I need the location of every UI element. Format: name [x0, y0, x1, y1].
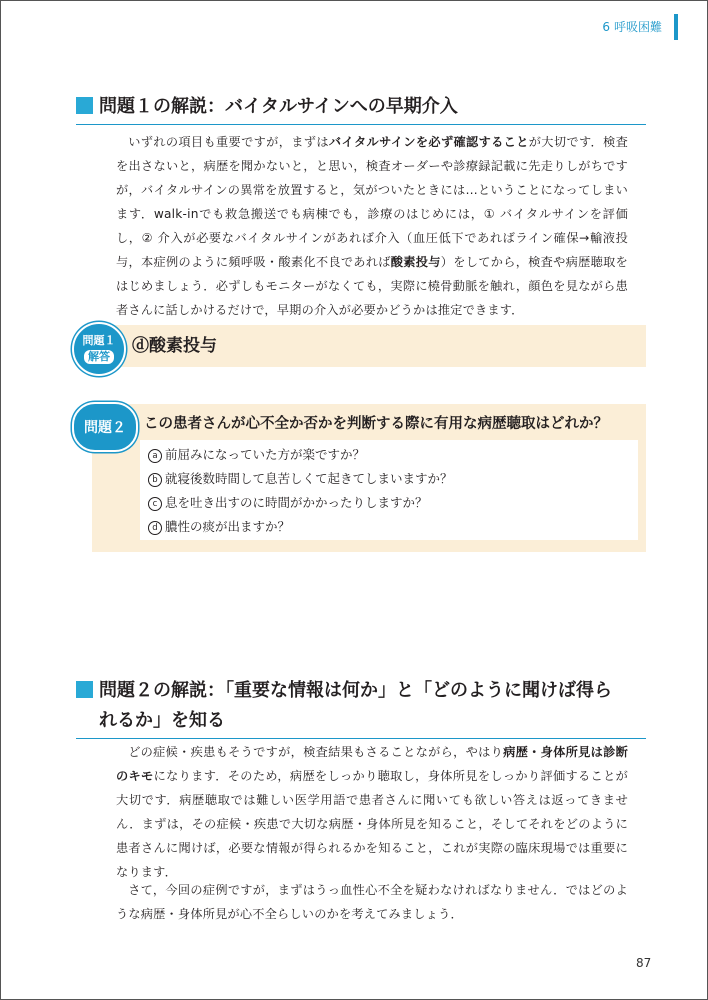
s1-run-2: が大切です．検査を出さないと，病歴を聞かないと，と思い，検査オーダーや診療録記載に先走りしがちですが，バイタルサインの異常を放置すると，気がついたときには…ということになってしまいます．walk-inでも救急搬送でも病棟でも，診療のはじめには，① バイタルサインを評価し，② 介入が必要なバイタルサインがあれば介入（血圧低下であればライン確保→輸液投与，本症例のように頻呼吸・酸素化不良であれば: [116, 135, 628, 269]
heading-square-icon: [76, 681, 93, 698]
s2-run-1-bold: 病歴・身体所見は診断のキモ: [116, 745, 629, 783]
section2-paragraph2: さて，今回の症例ですが，まずはうっ血性心不全を疑わなければなりません．ではどのような病歴・身体所見が心不全らしいのかを考えてみましょう．: [116, 883, 628, 921]
option-text: 膿性の痰が出ますか？: [165, 519, 291, 534]
chapter-tag: [598, 14, 678, 40]
option-text: 前屈みになっていた方が楽ですか？: [165, 447, 366, 462]
section2-heading: [76, 676, 646, 739]
page-number: 87: [636, 956, 652, 970]
section2-title-line1: [76, 676, 646, 706]
section2-title-line2: れるか」を知る: [99, 710, 225, 731]
option-item: [148, 468, 453, 490]
option-mark: b: [148, 473, 162, 487]
question-text: この患者さんが心不全か否かを判断する際に有用な病歴聴取はどれか？: [144, 416, 608, 432]
s2-run-0: どの症候・疾患もそうですが，検査結果もさることながら，やはり: [128, 745, 504, 759]
heading-square-icon: [76, 97, 93, 114]
section1-paragraph: [116, 130, 628, 322]
answer-text: ⓓ酸素投与: [132, 336, 217, 356]
question-badge: 問題２: [72, 402, 138, 452]
option-text: 息を吐き出すのに時間がかかったりしますか？: [165, 495, 428, 510]
option-mark: d: [148, 521, 162, 535]
section2-paragraph1: [116, 740, 628, 884]
option-text: 就寝後数時間して息苦しくて起きてしまいますか？: [165, 471, 453, 486]
chapter-title: 呼吸困難: [613, 20, 662, 34]
answer-badge-sub: 解答: [84, 350, 114, 364]
s1-run-0: いずれの項目も重要ですが，まずは: [128, 135, 329, 149]
s2-run-2: になります．そのため，病歴をしっかり聴取し，身体所見をしっかり評価することが大切です．病歴聴取では難しい医学用語で患者さんに聞いても欲しい答えは返ってきません．まずは，その症候・疾患で大切な病歴・身体所見を知ること，そしてそれをどのように患者さんに聞けば，必要な情報が得られるかを知ること，これが実際の臨床現場では重要になります．: [116, 769, 628, 879]
s1-run-1-bold: バイタルサインを必ず確認すること: [328, 135, 529, 149]
section1-title: 問題１の解説：バイタルサインへの早期介入: [99, 96, 458, 117]
s1-run-4: ）をしてから，検査や病歴聴取をはじめましょう．必ずしもモニターがなくても，実際に橈骨動脈を触れ，顔色を見ながら患者さんに話しかけるだけで，早期の介入が必要かどうかは推定できます．: [116, 255, 628, 317]
option-mark: c: [148, 497, 162, 511]
option-item: [148, 492, 428, 514]
option-item: [148, 444, 365, 466]
chapter-number: 6: [602, 20, 610, 34]
section2-title-text1: 問題２の解説：「重要な情報は何か」と「どのように聞けば得ら: [99, 680, 612, 701]
s1-run-3-bold: 酸素投与: [390, 255, 441, 269]
answer-badge: [72, 322, 126, 376]
answer-badge-label: 問題１: [82, 334, 116, 347]
section1-heading: [76, 92, 646, 125]
option-item: [148, 516, 290, 538]
option-mark: a: [148, 449, 162, 463]
